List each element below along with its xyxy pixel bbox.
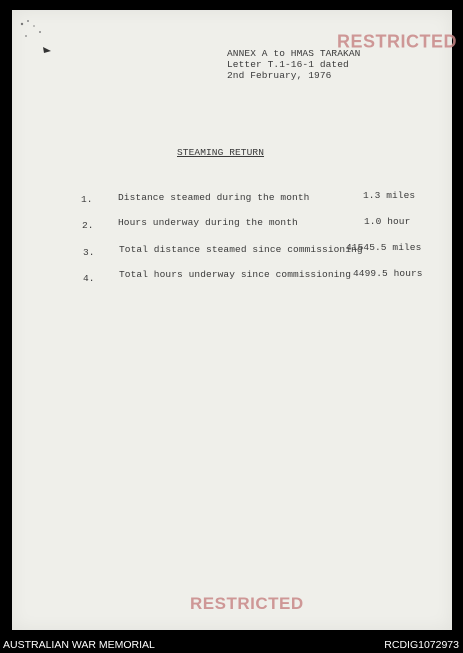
item-number: 4. (83, 273, 95, 284)
item-label: Total distance steamed since commissioning (119, 244, 363, 255)
document-heading: STEAMING RETURN (177, 147, 265, 158)
footer-record-id: RCDIG1072973 (384, 639, 459, 651)
item-value: 4499.5 hours (353, 268, 423, 279)
restricted-stamp-top: RESTRICTED (337, 30, 458, 52)
annex-line: ANNEX A to HMAS TARAKAN (227, 48, 361, 59)
archive-footer (0, 635, 463, 653)
annex-line: 2nd February, 1976 (227, 70, 332, 81)
item-value: 1.3 miles (363, 190, 416, 201)
document-page (12, 10, 458, 630)
item-number: 3. (83, 247, 95, 258)
annex-reference (227, 48, 360, 81)
item-value: 1.0 hour (364, 216, 411, 227)
item-label: Distance steamed during the month (118, 192, 310, 203)
corner-marks (14, 14, 74, 54)
item-value: 41545.5 miles (346, 242, 422, 253)
restricted-stamp-bottom: RESTRICTED (190, 594, 304, 613)
annex-line: Letter T.1-16-1 dated (227, 59, 349, 70)
item-number: 2. (82, 220, 94, 231)
item-label: Hours underway during the month (118, 217, 298, 228)
item-label: Total hours underway since commissioning (119, 269, 352, 280)
footer-institution: AUSTRALIAN WAR MEMORIAL (3, 639, 155, 651)
item-number: 1. (81, 194, 93, 205)
